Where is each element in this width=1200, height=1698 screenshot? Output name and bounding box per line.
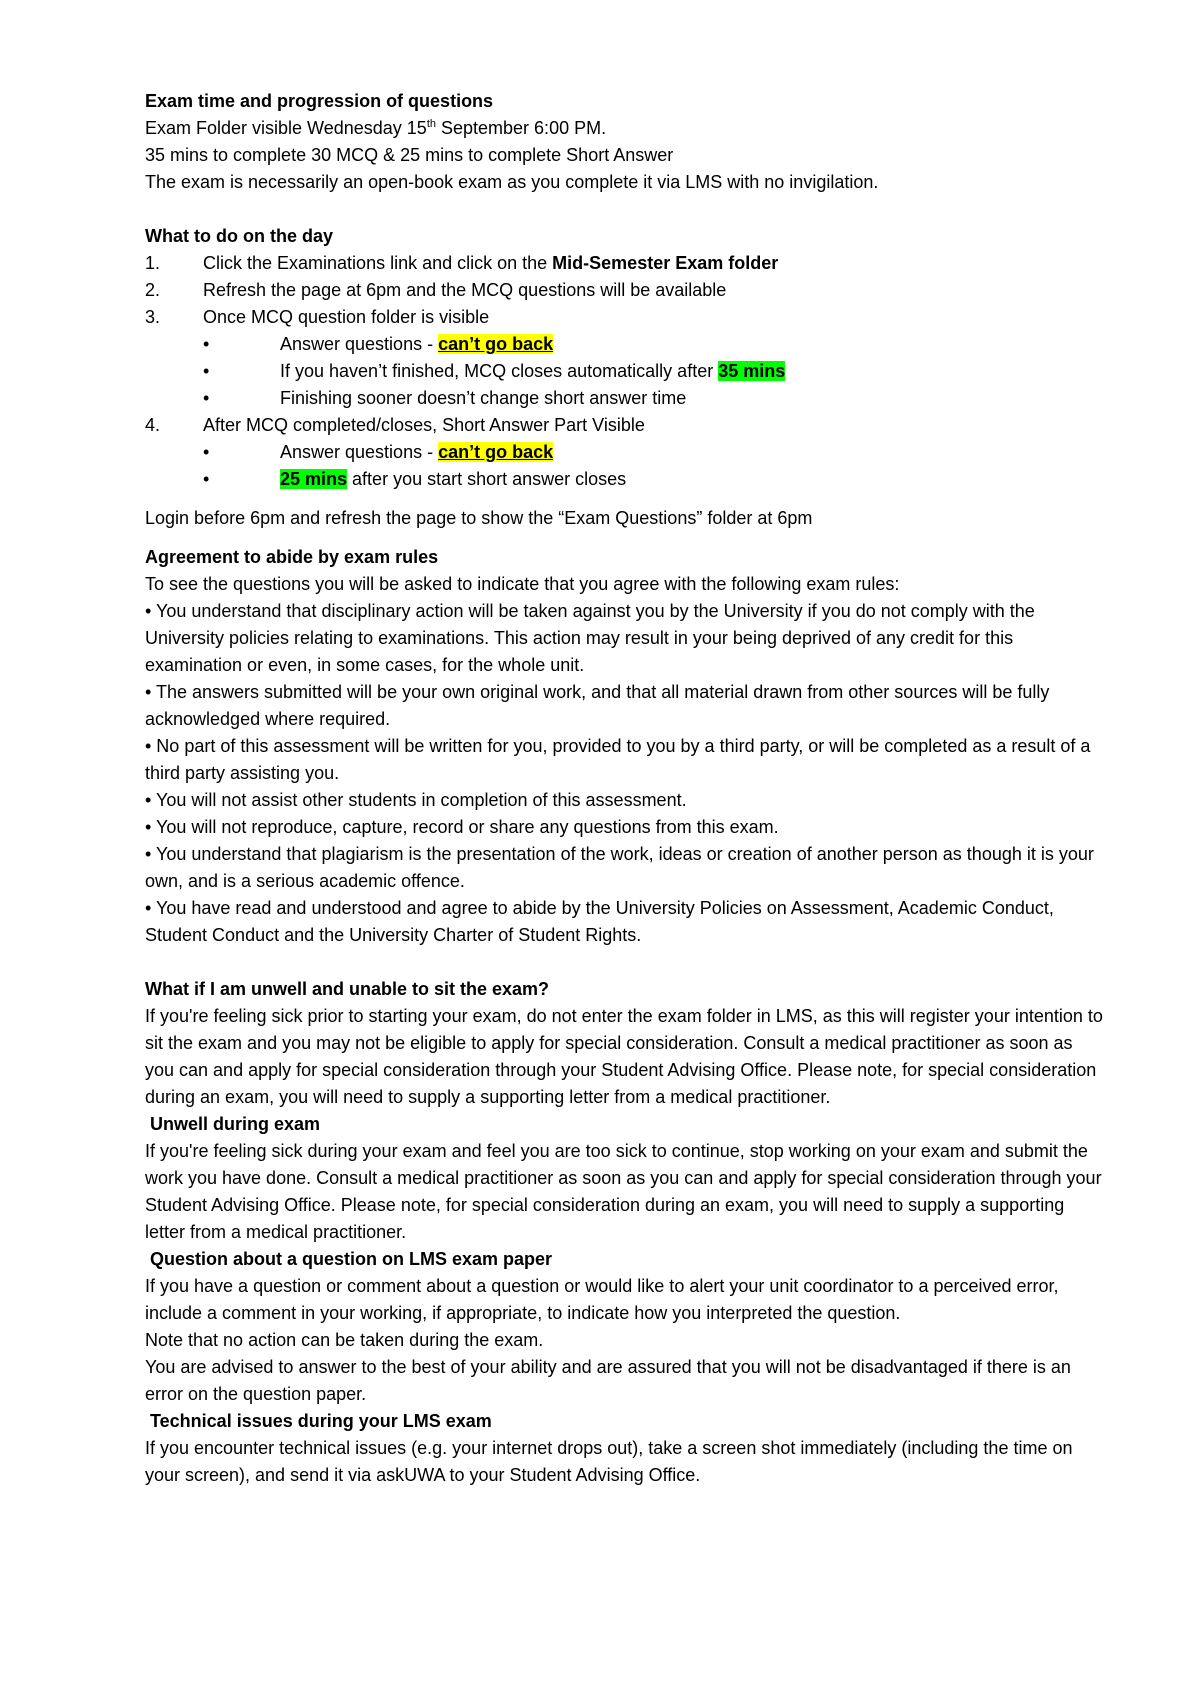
rule-item: • You will not reproduce, capture, record or share any questions from this exam. [145,817,779,837]
rule-item: • You understand that plagiarism is the presentation of the work, ideas or creation of another person as though it is your own, and is a serious academic offence. [145,844,1094,891]
text-span: after you start short answer closes [347,469,627,489]
highlight-green: 35 mins [718,361,786,381]
step-3 [145,304,1105,331]
section-heading-unwell: What if I am unwell and unable to sit the exam? [145,979,550,999]
subheading-question-about-question: Question about a question on LMS exam paper [150,1249,553,1269]
bullet: • [203,469,210,489]
login-note: Login before 6pm and refresh the page to show the “Exam Questions” folder at 6pm [145,508,813,528]
bullet-text [280,466,626,493]
step-number: 4. [145,415,161,435]
unwell-during-body: If you're feeling sick during your exam and feel you are too sick to continue, stop working on your exam and submit the work you have done. Consult a medical practitioner as soon as you can and apply for special consideration through your Student Advising Office. Please note, for special consideration during an exam, you will need to supply a supporting letter from a medical practitioner. [145,1141,1102,1242]
step-4 [145,412,1105,439]
bullet-item [145,439,1105,466]
text-span: Click the Examinations link and click on the [203,253,553,273]
document-page [145,88,1105,1489]
bullet: • [203,442,210,462]
section-heading-what-to-do: What to do on the day [145,226,333,246]
section-heading-agreement: Agreement to abide by exam rules [145,547,439,567]
rule-item: • You understand that disciplinary action will be taken against you by the University if you do not comply with the University policies relating to examinations. This action may result in your being deprived of any credit for this examination or even, in some cases, for the whole unit. [145,601,1035,675]
question-note-2: You are advised to answer to the best of your ability and are assured that you will not be disadvantaged if there is an error on the question paper. [145,1357,1071,1404]
step-text [203,250,778,277]
step-number: 3. [145,307,161,327]
spacer [145,532,1105,544]
step-text: Refresh the page at 6pm and the MCQ questions will be available [203,280,727,300]
step-number: 1. [145,253,161,273]
rule-item: • You will not assist other students in completion of this assessment. [145,790,687,810]
bullet-text [280,331,553,358]
unwell-body: If you're feeling sick prior to starting your exam, do not enter the exam folder in LMS, as this will register your intention to sit the exam and you may not be eligible to apply for special consideration. Consult a medical practitioner as soon as you can and apply for special consideration through your Student Advising Office. Please note, for special consideration during an exam, you will need to supply a supporting letter from a medical practitioner. [145,1006,1103,1107]
open-book-line: The exam is necessarily an open-book exam as you complete it via LMS with no invigilation. [145,172,879,192]
exam-folder-visible-line [145,115,1105,142]
spacer [145,949,1105,976]
exam-duration-line: 35 mins to complete 30 MCQ & 25 mins to complete Short Answer [145,145,674,165]
bullet-text: Finishing sooner doesn’t change short answer time [280,388,687,408]
text-span: Answer questions - [280,334,439,354]
bold-text: Mid-Semester Exam folder [552,253,779,273]
superscript: th [426,118,436,130]
agreement-intro: To see the questions you will be asked to indicate that you agree with the following exam rules: [145,574,900,594]
step-text: Once MCQ question folder is visible [203,307,490,327]
highlight-yellow: can’t go back [438,334,554,354]
rule-item: • The answers submitted will be your own original work, and that all material drawn from other sources will be fully acknowledged where required. [145,682,1050,729]
bullet-item [145,385,1105,412]
spacer [145,196,1105,223]
bullet-item [145,466,1105,493]
subheading-technical-issues: Technical issues during your LMS exam [150,1411,492,1431]
rules-list [145,598,1105,949]
spacer [145,493,1105,505]
bullet-text [280,439,553,466]
text-span: Answer questions - [280,442,439,462]
rule-item: • No part of this assessment will be written for you, provided to you by a third party, or will be completed as a result of a third party assisting you. [145,736,1091,783]
step-1 [145,250,1105,277]
bullet-text [280,358,785,385]
section-heading-exam-time: Exam time and progression of questions [145,91,494,111]
bullet-item [145,358,1105,385]
bullet: • [203,334,210,354]
rule-item: • You have read and understood and agree to abide by the University Policies on Assessment, Academic Conduct, Student Conduct and the University Charter of Student Rights. [145,898,1054,945]
question-body: If you have a question or comment about a question or would like to alert your unit coordinator to a perceived error, include a comment in your working, if appropriate, to indicate how you interpreted the question. [145,1276,1059,1323]
technical-body: If you encounter technical issues (e.g. your internet drops out), take a screen shot immediately (including the time on your screen), and send it via askUWA to your Student Advising Office. [145,1438,1073,1485]
text-span: If you haven’t finished, MCQ closes automatically after [280,361,719,381]
question-note-1: Note that no action can be taken during the exam. [145,1330,544,1350]
subheading-unwell-during-exam: Unwell during exam [150,1114,321,1134]
bullet-item [145,331,1105,358]
step-number: 2. [145,280,161,300]
bullet: • [203,388,210,408]
step-text: After MCQ completed/closes, Short Answer Part Visible [203,415,645,435]
text-span: Exam Folder visible Wednesday 15 [145,118,427,138]
step-2 [145,277,1105,304]
bullet: • [203,361,210,381]
highlight-green: 25 mins [280,469,348,489]
highlight-yellow: can’t go back [438,442,554,462]
text-span: September 6:00 PM. [436,118,607,138]
